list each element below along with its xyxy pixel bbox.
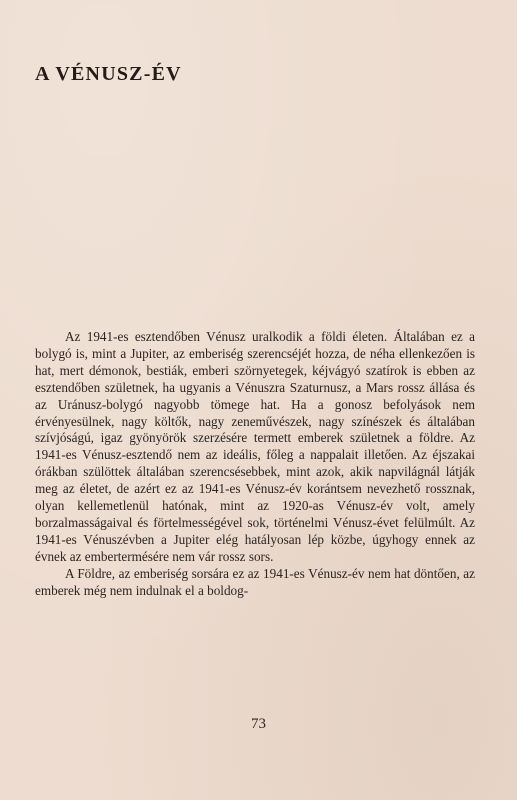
page-number: 73 — [251, 716, 266, 732]
paragraph-2: A Földre, az emberiség sorsára ez az 1941-es Vénusz-év nem hat döntően, az emberek még nem indulnak el a boldog- — [35, 565, 475, 598]
paragraph-1: Az 1941-es esztendőben Vénusz uralkodik a földi életen. Általában ez a bolygó is, mint a Jupiter, az emberiség szerencséjét hozza, de néha ellenkezően is hat, mert démonok, bestiák, emberi szörnyetegek, kéjvágyó szatírok is ebben az esztendőben születnek, ha ugyanis a Vénuszra Szaturnusz, a Mars rossz állása és az Uránusz-bolygó nagyobb tömege hat. Ha a gonosz befolyások nem érvényesülnek, nagy költők, nagy zeneművészek, nagy színészek és általában szívjóságú, igaz gyönyörök szerzésére termett emberek születnek a földre. Az 1941-es Vénusz-esztendő nem az ideális, főleg a nappalait illetően. Az éjszakai órákban szülöttek általában szerencsésebbek, mint azok, akik napvilágnál látják meg az életet, de azért ez az 1941-es Vénusz-év korántsem nevezhető rossznak, olyan kellemetlenül hatónak, mint az 1920-as Vénusz-év volt, amely borzalmasságaival és förtelmességével sok, történelmi Vénusz-évet felülmúlt. Az 1941-es Vénuszévben a Jupiter elég hatályosan lép közbe, úgyhogy ennek az évnek az embertermésére nem vár rossz sors. — [35, 329, 475, 564]
body-text — [35, 329, 475, 600]
chapter-title: A VÉNUSZ-ÉV — [35, 63, 182, 85]
